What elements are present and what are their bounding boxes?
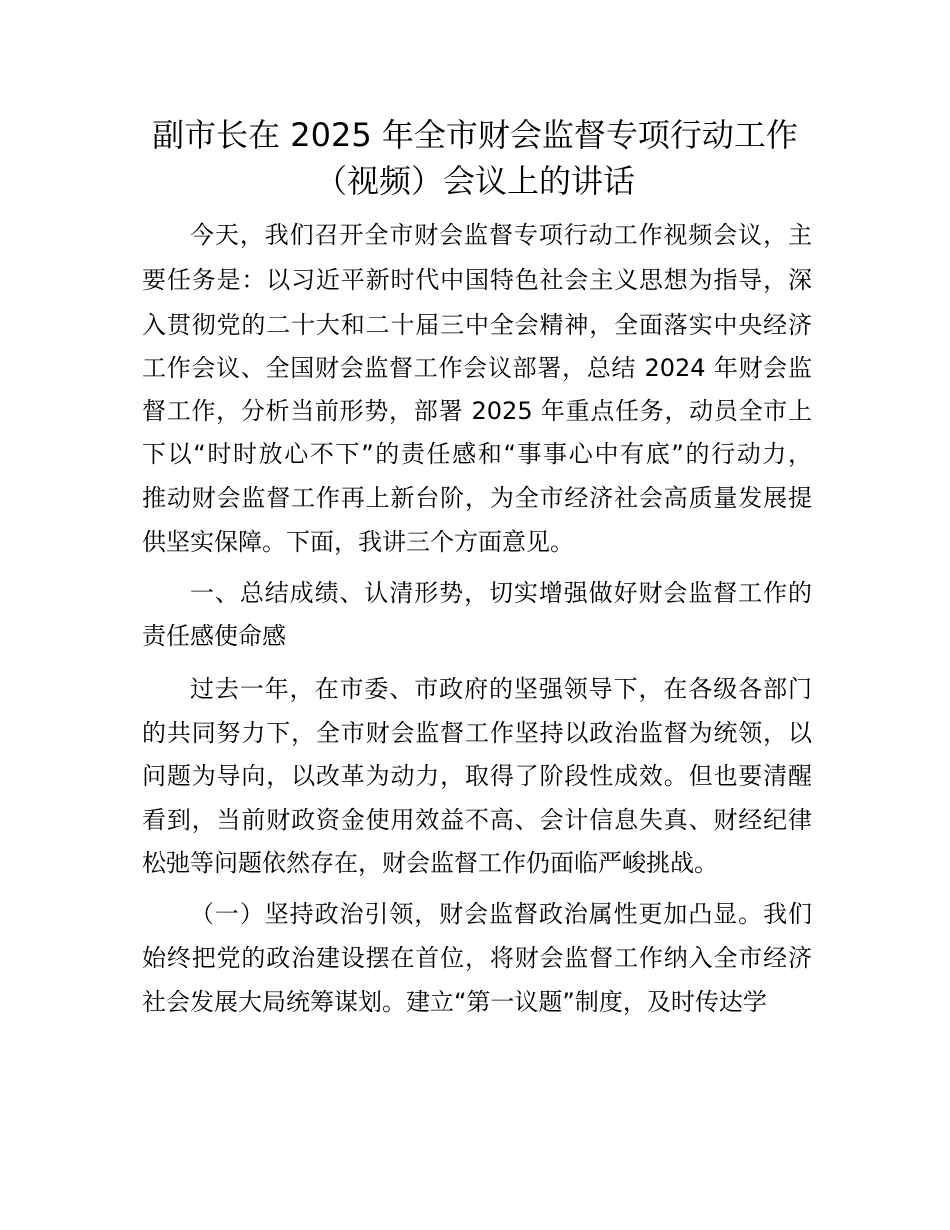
paragraph-3-line-1: 过去一年，在市委、市政府的坚强领导下，在各级各部门 — [190, 675, 812, 703]
paragraph-1-line-8: 供坚实保障。下面，我讲三个方面意见。 — [142, 528, 574, 556]
paragraph-4-line-2: 始终把党的政治建设摆在首位，将财会监督工作纳入全市经济 — [142, 944, 812, 972]
section-heading-line-2: 责任感使命感 — [142, 622, 286, 650]
paragraph-3-line-5: 松弛等问题依然存在，财会监督工作仍面临严峻挑战。 — [142, 849, 718, 877]
paragraph-3-line-3: 问题为导向，以改革为动力，取得了阶段性成效。但也要清醒 — [142, 762, 812, 790]
paragraph-1-line-5: 督工作，分析当前形势，部署 2025 年重点任务，动员全市上 — [142, 397, 812, 425]
paragraph-3-line-2: 的共同努力下，全市财会监督工作坚持以政治监督为统领，以 — [142, 719, 812, 747]
paragraph-4-line-3: 社会发展大局统筹谋划。建立“第一议题”制度，及时传达学 — [142, 988, 767, 1016]
document-title-line-2: （视频）会议上的讲话 — [314, 162, 635, 200]
paragraph-3-line-4: 看到，当前财政资金使用效益不高、会计信息失真、财经纪律 — [142, 806, 812, 834]
paragraph-1-line-2: 要任务是：以习近平新时代中国特色社会主义思想为指导，深 — [142, 266, 812, 294]
paragraph-1-line-1: 今天，我们召开全市财会监督专项行动工作视频会议，主 — [190, 221, 812, 249]
paragraph-1-line-7: 推动财会监督工作再上新台阶，为全市经济社会高质量发展提 — [142, 484, 812, 512]
paragraph-1-line-4: 工作会议、全国财会监督工作会议部署，总结 2024 年财会监 — [142, 354, 812, 382]
section-heading-line-1: 一、总结成绩、认清形势，切实增强做好财会监督工作的 — [190, 579, 812, 607]
paragraph-4-line-1: （一）坚持政治引领，财会监督政治属性更加凸显。我们 — [190, 900, 812, 928]
document-title-line-1: 副市长在 2025 年全市财会监督专项行动工作 — [152, 116, 798, 154]
paragraph-1-line-6: 下以“时时放心不下”的责任感和“事事心中有底”的行动力， — [142, 440, 812, 468]
paragraph-1-line-3: 入贯彻党的二十大和二十届三中全会精神，全面落实中央经济 — [142, 311, 812, 339]
